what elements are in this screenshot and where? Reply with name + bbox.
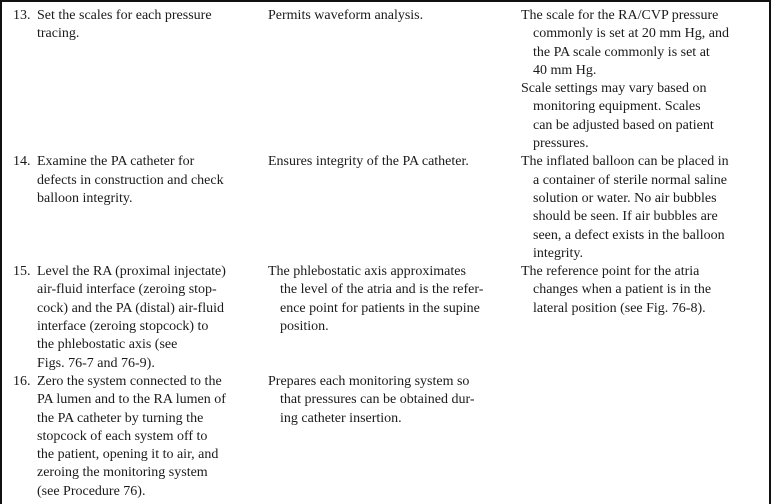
rationale-line: Permits waveform analysis. [268,8,424,23]
rationale-line: that pressures can be obtained dur- [280,392,475,408]
step-line: defects in construction and check [37,172,224,188]
notes-line: a container of sterile normal saline [533,172,727,188]
step-line: Zero the system connected to the [37,373,222,389]
rationale-line: The phlebostatic axis approximates [268,264,466,280]
table-row [0,7,771,153]
rationale-cell [268,153,511,263]
notes-line: pressures. [533,136,589,152]
step-line: Level the RA (proximal injectate) [37,264,226,280]
step-line: balloon integrity. [37,190,133,206]
step-text [37,373,258,501]
rationale-cell [268,263,511,373]
step-cell [13,7,258,153]
step-number: 13. [13,8,31,23]
rationale-cell [268,7,511,153]
notes-line: The scale for the RA/CVP pressure [521,8,719,23]
notes-line: should be seen. If air bubbles are [533,209,718,225]
step-text [37,263,258,373]
step-cell [13,373,258,501]
table-row [0,263,771,373]
step-cell [13,263,258,373]
rationale-line: position. [280,319,329,335]
notes-paragraph [521,263,766,318]
rationale-paragraph [268,263,511,336]
procedure-rows [0,7,771,501]
rationale-paragraph [268,373,511,428]
notes-line: the PA scale commonly is set at [533,44,710,60]
step-number: 16. [13,373,31,389]
step-line: the phlebostatic axis (see [37,337,178,353]
rationale-line: ence point for patients in the supine [280,300,480,316]
notes-line: The inflated balloon can be placed in [521,154,729,170]
step-cell [13,153,258,263]
step-line: air-fluid interface (zeroing stop- [37,282,217,298]
notes-cell [521,7,766,153]
notes-line: commonly is set at 20 mm Hg, and [533,26,729,42]
notes-cell [521,153,766,263]
notes-line: Scale settings may vary based on [521,81,707,97]
notes-cell [521,263,766,373]
notes-line: seen, a defect exists in the balloon [533,227,725,243]
step-line: zeroing the monitoring system [37,465,208,481]
rationale-line: ing catheter insertion. [280,410,402,426]
rationale-line: Ensures integrity of the PA catheter. [268,154,469,170]
notes-paragraph [521,153,766,263]
notes-line: integrity. [533,245,584,261]
step-line: the PA catheter by turning the [37,410,204,426]
table-row [0,153,771,263]
step-text [37,153,258,208]
rationale-line: Prepares each monitoring system so [268,373,470,389]
notes-line: The reference point for the atria [521,264,700,280]
notes-line: 40 mm Hg. [533,62,597,78]
step-line: tracing. [37,26,80,42]
notes-line: can be adjusted based on patient [533,117,714,133]
notes-line: changes when a patient is in the [533,282,712,298]
rationale-line: the level of the atria and is the refer- [280,282,484,298]
rationale-paragraph [268,7,511,25]
notes-line: monitoring equipment. Scales [533,99,701,115]
step-line: the patient, opening it to air, and [37,447,219,463]
notes-cell [521,373,766,501]
step-number: 15. [13,264,31,280]
rationale-paragraph [268,153,511,171]
step-line: interface (zeroing stopcock) to [37,319,209,335]
step-text [37,7,258,44]
step-line: PA lumen and to the RA lumen of [37,392,226,408]
step-line: Examine the PA catheter for [37,154,195,170]
notes-line: solution or water. No air bubbles [533,190,717,206]
step-line: (see Procedure 76). [37,483,146,499]
table-row [0,373,771,501]
notes-paragraph [521,80,766,153]
rationale-cell [268,373,511,501]
step-line: Set the scales for each pressure [37,8,212,23]
notes-line: lateral position (see Fig. 76-8). [533,300,706,316]
step-line: cock) and the PA (distal) air-fluid [37,300,224,316]
notes-paragraph [521,7,766,80]
step-line: Figs. 76-7 and 76-9). [37,355,155,371]
step-line: stopcock of each system off to [37,428,208,444]
step-number: 14. [13,154,31,170]
